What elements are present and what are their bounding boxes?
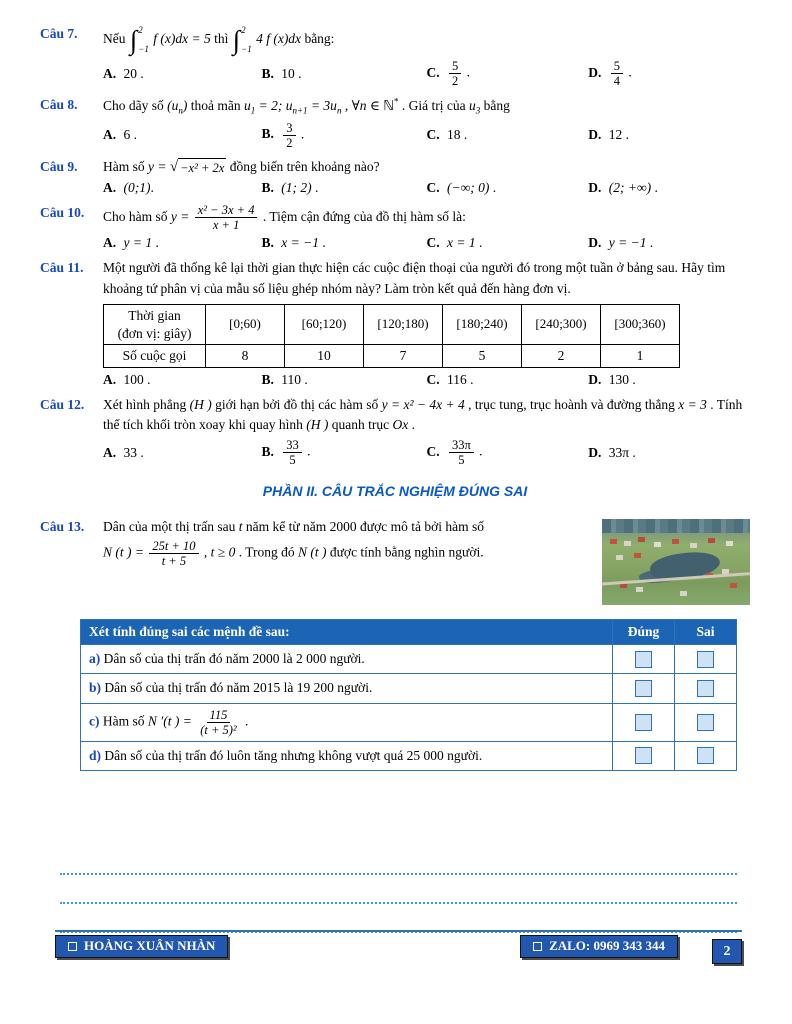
math-expression: t [238, 519, 243, 535]
false-column-header: Sai [675, 620, 737, 645]
option-a: A. y = 1 . [103, 235, 159, 251]
answer-dotted-line [60, 904, 737, 933]
math-expression: x = 3 [678, 396, 707, 412]
answer-dotted-line [60, 875, 737, 904]
question-q10 [40, 203, 750, 251]
question-label: Câu 9. [40, 158, 78, 174]
math-expression: (H ) [306, 416, 329, 432]
square-root: √ −x² + 2x [170, 158, 226, 178]
option-a: A. (0;1). [103, 180, 154, 196]
option-label: B. [261, 371, 274, 387]
math-expression: (2; +∞) [608, 180, 652, 196]
question-13-line2: N (t ) = $\frac{25t + 10}{t + 5}$ , t ≥ 0 . Trong đó N (t ) được tính bằng nghìn người. [103, 539, 484, 569]
option-label: C. [426, 371, 440, 387]
multiple-choice-section [40, 24, 750, 467]
option-label: D. [588, 180, 602, 196]
fraction-denominator: t + 5 [161, 554, 187, 569]
checkbox-b-dung[interactable] [635, 680, 652, 697]
math-expression: u [469, 97, 476, 113]
fraction-denominator: (t + 5)² [200, 722, 237, 737]
fraction-numerator: 33π [449, 438, 474, 453]
count-cell: 8 [206, 345, 285, 368]
question-q8 [40, 95, 750, 150]
photo-rooftops [610, 539, 617, 544]
fraction-denominator: 5 [289, 453, 296, 468]
option-a: A. 6 . [103, 127, 137, 143]
option-a: A. 33 . [103, 444, 144, 460]
statement-key: d) [89, 747, 102, 763]
math-expression: = 2; u [255, 97, 293, 113]
page-footer [55, 930, 742, 964]
question-body: Nếu ∫ 2 −1 f (x)dx = 5 thì ∫ 2 −1 4 f (x)dx bằng: [103, 24, 335, 55]
math-expression: y = −1 [608, 235, 647, 251]
math-expression: ) [182, 97, 188, 113]
math-subscript: n [336, 105, 342, 116]
statement-cell: d) Dân số của thị trấn đó luôn tăng nhưng không vượt quá 25 000 người. [81, 741, 613, 770]
question-body: Xét hình phẳng (H ) giới hạn bởi đồ thị các hàm số y = x² − 4x + 4 , trục tung, trục hoành và đường thẳng x = 3 . Tính thể tích khối tròn xoay khi quay hình (H ) quanh trục Ox . [103, 396, 743, 432]
math-subscript: 1 [250, 105, 256, 116]
square-bullet-icon [68, 942, 77, 951]
option-d: D. y = −1 . [588, 235, 654, 251]
math-expression: y = [170, 209, 193, 225]
table-row [104, 345, 680, 368]
footer-author-text: HOÀNG XUÂN NHÀN [84, 938, 216, 953]
question-text [40, 203, 750, 232]
fraction-numerator: 25t + 10 [149, 539, 198, 554]
false-cell [675, 741, 737, 770]
photo-buildings-band [602, 519, 750, 533]
question-body: Cho dãy số $(u_n)$ thoả mãn $u_1 = 2$; $u_{n+1} = 3u_n$ , ∀n ∈ ℕ* . Giá trị của $u_3$ bằng [103, 96, 510, 116]
option-b: B. 10 . [261, 65, 302, 81]
option-c: C. $\frac{5}{2}$ . [426, 59, 470, 88]
math-expression: 4 f (x)dx [252, 31, 302, 47]
fraction-numerator: 115 [207, 708, 231, 723]
question-13-line1 [40, 517, 590, 537]
question-label: Câu 11. [40, 260, 84, 276]
checkbox-a-dung[interactable] [635, 651, 652, 668]
options-row [40, 438, 750, 467]
question-label: Câu 10. [40, 205, 85, 221]
math-subscript: n+1 [292, 105, 308, 116]
question-label: Câu 13. [40, 519, 85, 535]
option-d: D. 130 . [588, 371, 636, 387]
math-subscript: 3 [475, 105, 481, 116]
option-b: B. $\frac{33}{5}$ . [261, 438, 311, 468]
statement-row-c [81, 703, 737, 741]
option-b: B. $\frac{3}{2}$ . [261, 120, 305, 150]
statement-cell: a) Dân số của thị trấn đó năm 2000 là 2 000 người. [81, 645, 613, 674]
square-bullet-icon [533, 942, 542, 951]
false-cell [675, 674, 737, 703]
question-text [40, 258, 750, 299]
math-expression: x = 1 [446, 235, 476, 251]
options-row [40, 372, 750, 388]
math-expression: N (t ) [297, 544, 327, 560]
fraction [197, 708, 239, 737]
option-label: B. [261, 443, 274, 459]
option-label: D. [588, 64, 602, 80]
option-d: D. 33π . [588, 444, 636, 460]
options-row [40, 121, 750, 150]
interval-cell: [120;180) [364, 304, 443, 344]
integral-upper-limit: 2 [138, 25, 143, 35]
true-cell [613, 645, 675, 674]
fraction-numerator: 5 [611, 59, 623, 74]
question-text [40, 24, 750, 56]
option-c: C. 116 . [426, 371, 474, 387]
option-label: D. [588, 235, 602, 251]
option-label: A. [103, 371, 117, 387]
math-expression: y = 1 [123, 235, 153, 251]
option-c: C. 18 . [426, 127, 468, 143]
options-row [40, 180, 750, 196]
fraction [611, 59, 623, 88]
math-superscript: * [394, 96, 399, 106]
math-expression: , t ≥ 0 [200, 544, 236, 560]
fraction [283, 438, 302, 467]
question-q12 [40, 395, 750, 468]
option-label: A. [103, 235, 117, 251]
math-expression: y = x² − 4x + 4 [381, 396, 465, 412]
option-label: C. [426, 180, 440, 196]
question-13 [40, 517, 750, 771]
option-label: B. [261, 65, 274, 81]
checkbox-d-sai[interactable] [697, 747, 714, 764]
fraction-denominator: 5 [458, 453, 465, 468]
interval-cell: [240;300) [522, 304, 601, 344]
fraction-denominator: 4 [613, 74, 620, 88]
table-header-row [81, 620, 737, 645]
statement-key: a) [89, 651, 101, 667]
statement-key: c) [89, 713, 100, 729]
question-q7 [40, 24, 750, 88]
question-q11 [40, 258, 750, 387]
count-cell: 1 [601, 345, 680, 368]
question-body: Dân của một thị trấn sau t năm kể từ năm 2000 được mô tả bởi hàm số [103, 519, 484, 535]
option-a: A. 20 . [103, 65, 144, 81]
true-cell [613, 674, 675, 703]
math-expression: (u [167, 97, 179, 113]
option-label: C. [426, 443, 440, 459]
math-expression: (1; 2) [281, 180, 312, 196]
statement-cell: c) Hàm số N ′(t ) = $\frac{115}{\text{(t + 5)²}}$ . [81, 703, 613, 741]
fraction-numerator: 3 [283, 121, 295, 136]
count-header-cell: Số cuộc gọi [104, 345, 206, 368]
question-label: Câu 7. [40, 26, 78, 41]
fraction-numerator: x² − 3x + 4 [195, 203, 258, 218]
statement-row-d [81, 741, 737, 770]
integral-upper-limit: 2 [241, 25, 246, 35]
options-row [40, 235, 750, 251]
statement-row-a [81, 645, 737, 674]
count-cell: 10 [285, 345, 364, 368]
checkbox-c-sai[interactable] [697, 714, 714, 731]
option-d: D. $\frac{5}{4}$ . [588, 59, 632, 88]
integral-lower-limit: −1 [138, 43, 149, 54]
math-subscript: n [178, 105, 183, 116]
option-d: D. (2; +∞) . [588, 180, 658, 196]
footer-row [55, 935, 742, 964]
option-label: D. [588, 444, 602, 460]
fraction-denominator: x + 1 [212, 218, 240, 233]
question-q9 [40, 157, 750, 197]
fraction-denominator: 2 [286, 135, 293, 150]
option-label: C. [426, 235, 440, 251]
question-body: Cho hàm số y = $\frac{\text{x² − 3x + 4}}{x + 1}$ . Tiệm cận đứng của đồ thị hàm số là: [103, 203, 466, 233]
fraction [449, 438, 474, 467]
section2-title: PHẦN II. CÂU TRẮC NGHIỆM ĐÚNG SAI [262, 483, 528, 500]
option-label: A. [103, 127, 117, 143]
footer-zalo-text: ZALO: 0969 343 344 [549, 938, 665, 953]
checkbox-a-sai[interactable] [697, 651, 714, 668]
answer-lines-area [60, 846, 737, 933]
fraction [149, 539, 198, 568]
duration-header-cell: Thời gian (đơn vị: giây) [104, 304, 206, 344]
option-label: B. [261, 235, 274, 251]
math-expression: u [244, 97, 251, 113]
option-label: A. [103, 180, 117, 196]
math-expression: (0;1) [123, 180, 151, 196]
interval-cell: [60;120) [285, 304, 364, 344]
option-label: D. [588, 127, 602, 143]
question-13-text [40, 517, 602, 568]
option-b: B. x = −1 . [261, 235, 326, 251]
town-aerial-photo [602, 519, 750, 605]
math-expression: , ∀n ∈ ℕ [341, 97, 395, 113]
count-cell: 2 [522, 345, 601, 368]
true-column-header: Đúng [613, 620, 675, 645]
true-cell [613, 703, 675, 741]
math-expression: y = [148, 158, 170, 174]
math-expression: = 3u [307, 97, 337, 113]
question-label: Câu 12. [40, 396, 85, 412]
options-row [40, 59, 750, 88]
fraction-numerator: 5 [449, 59, 461, 74]
checkbox-c-dung[interactable] [635, 714, 652, 731]
statement-cell: b) Dân số của thị trấn đó năm 2015 là 19 200 người. [81, 674, 613, 703]
question-text [40, 395, 750, 436]
page-number: 2 [712, 939, 742, 964]
answer-dotted-line [60, 846, 737, 875]
math-expression: (H ) [189, 396, 212, 412]
footer-author-box [55, 935, 228, 958]
option-label: B. [261, 126, 274, 142]
option-label: D. [588, 371, 602, 387]
math-expression: f (x)dx = 5 [149, 31, 211, 47]
false-cell [675, 703, 737, 741]
count-cell: 5 [443, 345, 522, 368]
math-expression: Ox [392, 416, 409, 432]
option-b: B. (1; 2) . [261, 180, 319, 196]
interval-cell: [300;360) [601, 304, 680, 344]
question-label: Câu 8. [40, 97, 78, 112]
fraction [283, 121, 295, 150]
question-13-top [40, 517, 750, 605]
question-body: Hàm số y = √ −x² + 2x đồng biến trên khoảng nào? [103, 159, 380, 174]
question-text [40, 95, 750, 118]
statement-row-b [81, 674, 737, 703]
integral-symbol: ∫ 2 −1 [232, 24, 252, 55]
interval-cell: [180;240) [443, 304, 522, 344]
checkbox-b-sai[interactable] [697, 680, 714, 697]
option-label: A. [103, 444, 117, 460]
checkbox-d-dung[interactable] [635, 747, 652, 764]
statements-header: Xét tính đúng sai các mệnh đề sau: [81, 620, 613, 645]
math-expression: N (t ) = [103, 544, 148, 560]
math-expression: (−∞; 0) [446, 180, 490, 196]
false-cell [675, 645, 737, 674]
question-body: Một người đã thống kê lại thời gian thực hiện các cuộc điện thoại của người đó trong một tuần ở bảng sau. Hãy tìm khoảng tứ phân vị của mẫu số liệu ghép nhóm này? Làm tròn kết quả đến hàng đơn vị. [103, 260, 726, 296]
table-row [104, 304, 680, 344]
option-b: B. 110 . [261, 371, 308, 387]
option-label: C. [426, 64, 440, 80]
integral-symbol: ∫ 2 −1 [129, 24, 149, 55]
option-label: C. [426, 127, 440, 143]
fraction-denominator: 2 [451, 74, 459, 88]
math-expression: N ′(t ) = [147, 713, 196, 729]
math-expression: x = −1 [281, 235, 319, 251]
true-false-table [80, 619, 737, 771]
fraction-numerator: 33 [283, 438, 302, 453]
question-text [40, 157, 750, 178]
option-label: A. [103, 65, 117, 81]
footer-zalo-box [520, 935, 678, 958]
count-cell: 7 [364, 345, 443, 368]
option-a: A. 100 . [103, 371, 151, 387]
option-d: D. 12 . [588, 127, 629, 143]
true-cell [613, 741, 675, 770]
option-c: C. x = 1 . [426, 235, 483, 251]
option-label: B. [261, 180, 274, 196]
call-duration-table [103, 304, 680, 368]
option-c: C. (−∞; 0) . [426, 180, 497, 196]
statement-key: b) [89, 680, 102, 696]
fraction [195, 203, 258, 232]
option-c: C. $\frac{33\pi}{5}$ . [426, 438, 483, 468]
fraction [449, 59, 461, 88]
interval-cell: [0;60) [206, 304, 285, 344]
integral-lower-limit: −1 [241, 43, 252, 54]
